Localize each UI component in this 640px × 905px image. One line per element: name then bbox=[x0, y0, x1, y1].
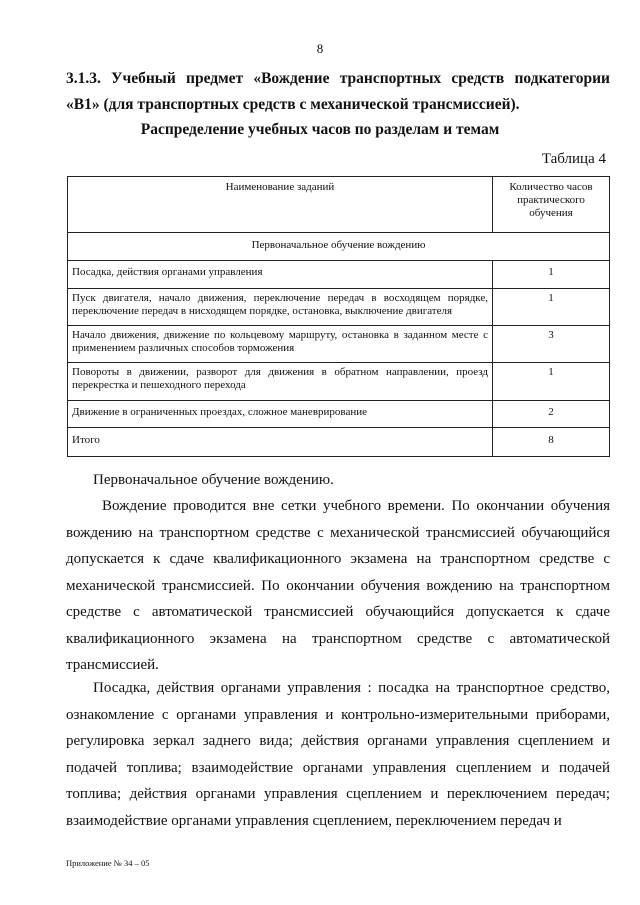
table-row bbox=[68, 326, 610, 363]
task-cell: Посадка, действия органами управления bbox=[68, 261, 493, 289]
table-row bbox=[68, 363, 610, 401]
table-total-row bbox=[68, 428, 610, 457]
header-task-cell: Наименование заданий bbox=[68, 177, 493, 233]
hours-table bbox=[67, 176, 610, 457]
table-row bbox=[68, 261, 610, 289]
total-hours-cell: 8 bbox=[493, 428, 610, 457]
table-header-row bbox=[68, 177, 610, 233]
table-caption: Таблица 4 bbox=[541, 151, 606, 167]
footer-appendix-label: Приложение № 34 – 05 bbox=[66, 858, 150, 868]
intro-paragraph: Первоначальное обучение вождению. bbox=[93, 472, 334, 488]
total-label-cell: Итого bbox=[68, 428, 493, 457]
table-subheading: Распределение учебных часов по разделам и темам bbox=[140, 121, 500, 138]
seating-paragraph: Посадка, действия органами управления : посадка на транспортное средство, ознакомление с органами управления и контрольно-измерительными приборами, регулировка зеркал заднего вида; действия органами управления сцеплением и подачей топлива; взаимодействие органами управления сцеплением и подачей топлива; действия органами управления сцеплением и переключением передач; взаимодействие органами управления сцеплением, переключением передач и bbox=[66, 680, 610, 829]
table-section-row bbox=[68, 233, 610, 261]
section-heading-line-2: «В1» (для транспортных средств с механической трансмиссией). bbox=[66, 96, 520, 113]
task-cell: Начало движения, движение по кольцевому маршруту, остановка в заданном месте с применением различных способов торможения bbox=[68, 326, 493, 363]
driving-paragraph: Вождение проводится вне сетки учебного времени. По окончании обучения вождению на транспортном средстве с механической трансмиссией обучающийся допускается к сдаче квалификационного экзамена на транспортном средстве с механической трансмиссией. По окончании обучения вождению на транспортном средстве с автоматической трансмиссией обучающийся допускается к сдаче квалификационного экзамена на транспортном средстве с автоматической трансмиссией. bbox=[66, 498, 610, 673]
hours-cell: 2 bbox=[493, 401, 610, 428]
table-row bbox=[68, 289, 610, 326]
hours-cell: 1 bbox=[493, 289, 610, 326]
page-number: 8 bbox=[316, 41, 324, 56]
task-cell: Движение в ограниченных проездах, сложное маневрирование bbox=[68, 401, 493, 428]
hours-cell: 3 bbox=[493, 326, 610, 363]
section-title-cell: Первоначальное обучение вождению bbox=[68, 233, 610, 261]
hours-cell: 1 bbox=[493, 261, 610, 289]
task-cell: Повороты в движении, разворот для движения в обратном направлении, проезд перекрестка и пешеходного перехода bbox=[68, 363, 493, 401]
task-cell: Пуск двигателя, начало движения, переключение передач в восходящем порядке, переключение передач в нисходящем порядке, остановка, выключение двигателя bbox=[68, 289, 493, 326]
section-heading-line-1: 3.1.3. Учебный предмет «Вождение транспортных средств подкатегории bbox=[66, 70, 610, 87]
table-row bbox=[68, 401, 610, 428]
header-hours-cell: Количество часов практического обучения bbox=[493, 177, 610, 233]
hours-cell: 1 bbox=[493, 363, 610, 401]
